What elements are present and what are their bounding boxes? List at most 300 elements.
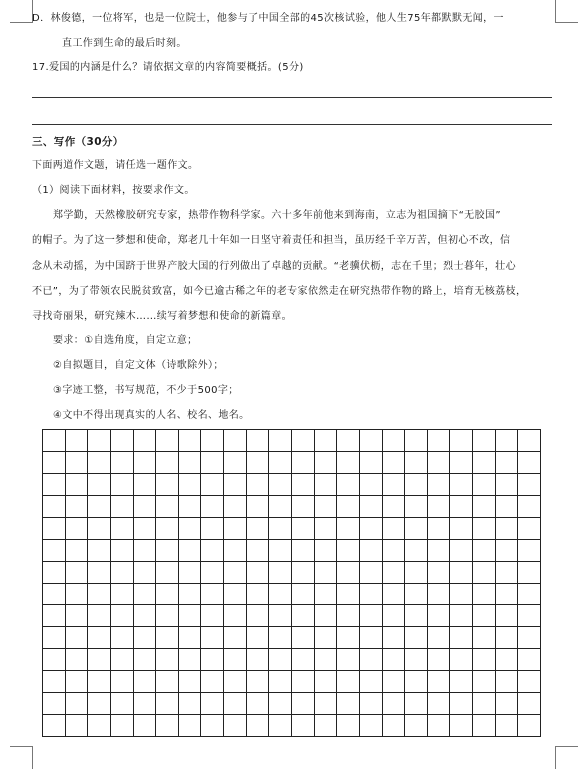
grid-cell[interactable] bbox=[518, 715, 541, 737]
grid-cell[interactable] bbox=[156, 671, 179, 693]
grid-cell[interactable] bbox=[269, 715, 292, 737]
grid-cell[interactable] bbox=[315, 430, 338, 452]
grid-cell[interactable] bbox=[383, 649, 406, 671]
grid-cell[interactable] bbox=[247, 562, 270, 584]
grid-cell[interactable] bbox=[383, 715, 406, 737]
grid-cell[interactable] bbox=[201, 452, 224, 474]
grid-cell[interactable] bbox=[292, 540, 315, 562]
grid-cell[interactable] bbox=[473, 605, 496, 627]
grid-cell[interactable] bbox=[111, 518, 134, 540]
grid-cell[interactable] bbox=[247, 430, 270, 452]
grid-cell[interactable] bbox=[405, 627, 428, 649]
grid-cell[interactable] bbox=[405, 540, 428, 562]
grid-cell[interactable] bbox=[450, 671, 473, 693]
grid-cell[interactable] bbox=[428, 671, 451, 693]
grid-cell[interactable] bbox=[88, 452, 111, 474]
grid-cell[interactable] bbox=[383, 627, 406, 649]
grid-cell[interactable] bbox=[201, 474, 224, 496]
grid-cell[interactable] bbox=[201, 496, 224, 518]
grid-cell[interactable] bbox=[247, 693, 270, 715]
grid-cell[interactable] bbox=[405, 562, 428, 584]
grid-cell[interactable] bbox=[360, 518, 383, 540]
grid-cell[interactable] bbox=[43, 474, 66, 496]
grid-cell[interactable] bbox=[247, 715, 270, 737]
grid-cell[interactable] bbox=[179, 584, 202, 606]
grid-cell[interactable] bbox=[292, 584, 315, 606]
grid-cell[interactable] bbox=[88, 562, 111, 584]
grid-cell[interactable] bbox=[428, 518, 451, 540]
grid-cell[interactable] bbox=[518, 452, 541, 474]
grid-cell[interactable] bbox=[383, 584, 406, 606]
grid-cell[interactable] bbox=[43, 605, 66, 627]
grid-cell[interactable] bbox=[337, 605, 360, 627]
grid-cell[interactable] bbox=[269, 605, 292, 627]
grid-cell[interactable] bbox=[224, 584, 247, 606]
grid-cell[interactable] bbox=[473, 562, 496, 584]
grid-cell[interactable] bbox=[88, 649, 111, 671]
grid-cell[interactable] bbox=[428, 430, 451, 452]
grid-cell[interactable] bbox=[88, 715, 111, 737]
grid-cell[interactable] bbox=[292, 562, 315, 584]
grid-cell[interactable] bbox=[360, 627, 383, 649]
grid-cell[interactable] bbox=[383, 518, 406, 540]
grid-cell[interactable] bbox=[134, 540, 157, 562]
grid-cell[interactable] bbox=[269, 496, 292, 518]
grid-cell[interactable] bbox=[43, 649, 66, 671]
grid-cell[interactable] bbox=[156, 693, 179, 715]
grid-cell[interactable] bbox=[496, 452, 519, 474]
grid-cell[interactable] bbox=[43, 693, 66, 715]
grid-cell[interactable] bbox=[292, 671, 315, 693]
grid-cell[interactable] bbox=[201, 540, 224, 562]
grid-cell[interactable] bbox=[224, 518, 247, 540]
grid-cell[interactable] bbox=[292, 649, 315, 671]
grid-cell[interactable] bbox=[450, 496, 473, 518]
grid-cell[interactable] bbox=[337, 584, 360, 606]
grid-cell[interactable] bbox=[315, 693, 338, 715]
grid-cell[interactable] bbox=[518, 627, 541, 649]
grid-cell[interactable] bbox=[43, 452, 66, 474]
grid-cell[interactable] bbox=[383, 605, 406, 627]
grid-cell[interactable] bbox=[111, 605, 134, 627]
grid-cell[interactable] bbox=[292, 452, 315, 474]
grid-cell[interactable] bbox=[269, 649, 292, 671]
grid-cell[interactable] bbox=[156, 452, 179, 474]
grid-cell[interactable] bbox=[383, 693, 406, 715]
grid-cell[interactable] bbox=[134, 562, 157, 584]
grid-cell[interactable] bbox=[201, 430, 224, 452]
grid-cell[interactable] bbox=[88, 584, 111, 606]
grid-cell[interactable] bbox=[111, 562, 134, 584]
grid-cell[interactable] bbox=[179, 430, 202, 452]
grid-cell[interactable] bbox=[337, 627, 360, 649]
grid-cell[interactable] bbox=[450, 584, 473, 606]
grid-cell[interactable] bbox=[405, 605, 428, 627]
grid-cell[interactable] bbox=[383, 452, 406, 474]
grid-cell[interactable] bbox=[450, 693, 473, 715]
grid-cell[interactable] bbox=[473, 540, 496, 562]
grid-cell[interactable] bbox=[66, 540, 89, 562]
grid-cell[interactable] bbox=[292, 715, 315, 737]
grid-cell[interactable] bbox=[224, 474, 247, 496]
grid-cell[interactable] bbox=[247, 540, 270, 562]
grid-cell[interactable] bbox=[360, 430, 383, 452]
grid-cell[interactable] bbox=[134, 584, 157, 606]
grid-cell[interactable] bbox=[179, 715, 202, 737]
grid-cell[interactable] bbox=[134, 627, 157, 649]
grid-cell[interactable] bbox=[134, 715, 157, 737]
grid-cell[interactable] bbox=[88, 693, 111, 715]
grid-cell[interactable] bbox=[428, 627, 451, 649]
grid-cell[interactable] bbox=[405, 496, 428, 518]
grid-cell[interactable] bbox=[224, 452, 247, 474]
grid-cell[interactable] bbox=[315, 496, 338, 518]
grid-cell[interactable] bbox=[43, 430, 66, 452]
grid-cell[interactable] bbox=[134, 496, 157, 518]
grid-cell[interactable] bbox=[405, 430, 428, 452]
grid-cell[interactable] bbox=[496, 627, 519, 649]
grid-cell[interactable] bbox=[111, 430, 134, 452]
grid-cell[interactable] bbox=[224, 496, 247, 518]
grid-cell[interactable] bbox=[473, 430, 496, 452]
grid-cell[interactable] bbox=[315, 715, 338, 737]
grid-cell[interactable] bbox=[315, 474, 338, 496]
grid-cell[interactable] bbox=[224, 671, 247, 693]
grid-cell[interactable] bbox=[405, 584, 428, 606]
grid-cell[interactable] bbox=[201, 715, 224, 737]
grid-cell[interactable] bbox=[156, 474, 179, 496]
grid-cell[interactable] bbox=[247, 605, 270, 627]
grid-cell[interactable] bbox=[201, 693, 224, 715]
grid-cell[interactable] bbox=[496, 518, 519, 540]
grid-cell[interactable] bbox=[428, 452, 451, 474]
grid-cell[interactable] bbox=[156, 562, 179, 584]
grid-cell[interactable] bbox=[337, 518, 360, 540]
grid-cell[interactable] bbox=[450, 452, 473, 474]
grid-cell[interactable] bbox=[496, 584, 519, 606]
grid-cell[interactable] bbox=[337, 715, 360, 737]
grid-cell[interactable] bbox=[66, 562, 89, 584]
grid-cell[interactable] bbox=[224, 540, 247, 562]
grid-cell[interactable] bbox=[66, 430, 89, 452]
grid-cell[interactable] bbox=[134, 430, 157, 452]
grid-cell[interactable] bbox=[224, 693, 247, 715]
grid-cell[interactable] bbox=[315, 671, 338, 693]
grid-cell[interactable] bbox=[337, 452, 360, 474]
grid-cell[interactable] bbox=[43, 715, 66, 737]
grid-cell[interactable] bbox=[428, 605, 451, 627]
grid-cell[interactable] bbox=[518, 474, 541, 496]
grid-cell[interactable] bbox=[66, 649, 89, 671]
grid-cell[interactable] bbox=[337, 540, 360, 562]
grid-cell[interactable] bbox=[88, 496, 111, 518]
grid-cell[interactable] bbox=[201, 518, 224, 540]
grid-cell[interactable] bbox=[179, 474, 202, 496]
grid-cell[interactable] bbox=[88, 627, 111, 649]
grid-cell[interactable] bbox=[111, 671, 134, 693]
grid-cell[interactable] bbox=[337, 671, 360, 693]
grid-cell[interactable] bbox=[315, 518, 338, 540]
grid-cell[interactable] bbox=[473, 715, 496, 737]
grid-cell[interactable] bbox=[111, 496, 134, 518]
grid-cell[interactable] bbox=[315, 605, 338, 627]
grid-cell[interactable] bbox=[134, 649, 157, 671]
grid-cell[interactable] bbox=[156, 540, 179, 562]
grid-cell[interactable] bbox=[43, 584, 66, 606]
grid-cell[interactable] bbox=[337, 496, 360, 518]
grid-cell[interactable] bbox=[224, 562, 247, 584]
grid-cell[interactable] bbox=[518, 584, 541, 606]
grid-cell[interactable] bbox=[269, 518, 292, 540]
grid-cell[interactable] bbox=[383, 474, 406, 496]
grid-cell[interactable] bbox=[179, 693, 202, 715]
grid-cell[interactable] bbox=[518, 671, 541, 693]
grid-cell[interactable] bbox=[473, 518, 496, 540]
grid-cell[interactable] bbox=[292, 693, 315, 715]
grid-cell[interactable] bbox=[360, 693, 383, 715]
grid-cell[interactable] bbox=[496, 649, 519, 671]
grid-cell[interactable] bbox=[496, 430, 519, 452]
grid-cell[interactable] bbox=[66, 452, 89, 474]
grid-cell[interactable] bbox=[134, 605, 157, 627]
grid-cell[interactable] bbox=[179, 605, 202, 627]
grid-cell[interactable] bbox=[247, 649, 270, 671]
grid-cell[interactable] bbox=[405, 452, 428, 474]
grid-cell[interactable] bbox=[450, 474, 473, 496]
grid-cell[interactable] bbox=[292, 474, 315, 496]
grid-cell[interactable] bbox=[111, 627, 134, 649]
grid-cell[interactable] bbox=[405, 518, 428, 540]
grid-cell[interactable] bbox=[360, 584, 383, 606]
grid-cell[interactable] bbox=[269, 584, 292, 606]
grid-cell[interactable] bbox=[360, 474, 383, 496]
grid-cell[interactable] bbox=[473, 671, 496, 693]
grid-cell[interactable] bbox=[156, 518, 179, 540]
grid-cell[interactable] bbox=[473, 474, 496, 496]
grid-cell[interactable] bbox=[224, 627, 247, 649]
grid-cell[interactable] bbox=[315, 627, 338, 649]
grid-cell[interactable] bbox=[360, 649, 383, 671]
grid-cell[interactable] bbox=[518, 518, 541, 540]
grid-cell[interactable] bbox=[156, 430, 179, 452]
grid-cell[interactable] bbox=[111, 715, 134, 737]
grid-cell[interactable] bbox=[156, 605, 179, 627]
grid-cell[interactable] bbox=[66, 518, 89, 540]
grid-cell[interactable] bbox=[224, 430, 247, 452]
grid-cell[interactable] bbox=[405, 474, 428, 496]
grid-cell[interactable] bbox=[43, 627, 66, 649]
grid-cell[interactable] bbox=[360, 671, 383, 693]
grid-cell[interactable] bbox=[224, 605, 247, 627]
grid-cell[interactable] bbox=[43, 671, 66, 693]
grid-cell[interactable] bbox=[450, 715, 473, 737]
grid-cell[interactable] bbox=[111, 693, 134, 715]
grid-cell[interactable] bbox=[88, 474, 111, 496]
grid-cell[interactable] bbox=[473, 452, 496, 474]
grid-cell[interactable] bbox=[428, 474, 451, 496]
grid-cell[interactable] bbox=[247, 496, 270, 518]
grid-cell[interactable] bbox=[201, 562, 224, 584]
grid-cell[interactable] bbox=[518, 605, 541, 627]
answer-line-1[interactable] bbox=[32, 97, 552, 98]
grid-cell[interactable] bbox=[360, 452, 383, 474]
grid-cell[interactable] bbox=[450, 518, 473, 540]
grid-cell[interactable] bbox=[156, 627, 179, 649]
grid-cell[interactable] bbox=[66, 627, 89, 649]
grid-cell[interactable] bbox=[156, 649, 179, 671]
grid-cell[interactable] bbox=[247, 627, 270, 649]
grid-cell[interactable] bbox=[247, 452, 270, 474]
grid-cell[interactable] bbox=[496, 605, 519, 627]
grid-cell[interactable] bbox=[179, 627, 202, 649]
grid-cell[interactable] bbox=[450, 605, 473, 627]
grid-cell[interactable] bbox=[269, 452, 292, 474]
grid-cell[interactable] bbox=[428, 649, 451, 671]
grid-cell[interactable] bbox=[496, 496, 519, 518]
grid-cell[interactable] bbox=[179, 671, 202, 693]
grid-cell[interactable] bbox=[315, 452, 338, 474]
grid-cell[interactable] bbox=[337, 693, 360, 715]
grid-cell[interactable] bbox=[134, 518, 157, 540]
grid-cell[interactable] bbox=[66, 474, 89, 496]
grid-cell[interactable] bbox=[201, 649, 224, 671]
grid-cell[interactable] bbox=[428, 584, 451, 606]
grid-cell[interactable] bbox=[428, 715, 451, 737]
grid-cell[interactable] bbox=[518, 562, 541, 584]
grid-cell[interactable] bbox=[134, 452, 157, 474]
grid-cell[interactable] bbox=[269, 693, 292, 715]
grid-cell[interactable] bbox=[315, 540, 338, 562]
grid-cell[interactable] bbox=[337, 562, 360, 584]
grid-cell[interactable] bbox=[428, 562, 451, 584]
grid-cell[interactable] bbox=[111, 649, 134, 671]
grid-cell[interactable] bbox=[360, 605, 383, 627]
grid-cell[interactable] bbox=[247, 584, 270, 606]
grid-cell[interactable] bbox=[450, 627, 473, 649]
grid-cell[interactable] bbox=[66, 671, 89, 693]
grid-cell[interactable] bbox=[496, 671, 519, 693]
grid-cell[interactable] bbox=[292, 496, 315, 518]
grid-cell[interactable] bbox=[43, 562, 66, 584]
grid-cell[interactable] bbox=[134, 693, 157, 715]
grid-cell[interactable] bbox=[496, 540, 519, 562]
grid-cell[interactable] bbox=[428, 496, 451, 518]
grid-cell[interactable] bbox=[383, 430, 406, 452]
grid-cell[interactable] bbox=[247, 671, 270, 693]
grid-cell[interactable] bbox=[383, 671, 406, 693]
grid-cell[interactable] bbox=[518, 430, 541, 452]
grid-cell[interactable] bbox=[111, 452, 134, 474]
grid-cell[interactable] bbox=[247, 474, 270, 496]
grid-cell[interactable] bbox=[179, 518, 202, 540]
grid-cell[interactable] bbox=[179, 496, 202, 518]
grid-cell[interactable] bbox=[201, 671, 224, 693]
grid-cell[interactable] bbox=[383, 540, 406, 562]
grid-cell[interactable] bbox=[156, 715, 179, 737]
grid-cell[interactable] bbox=[405, 649, 428, 671]
grid-cell[interactable] bbox=[518, 496, 541, 518]
grid-cell[interactable] bbox=[450, 430, 473, 452]
grid-cell[interactable] bbox=[88, 540, 111, 562]
grid-cell[interactable] bbox=[496, 715, 519, 737]
grid-cell[interactable] bbox=[292, 518, 315, 540]
grid-cell[interactable] bbox=[473, 496, 496, 518]
grid-cell[interactable] bbox=[360, 562, 383, 584]
grid-cell[interactable] bbox=[496, 562, 519, 584]
grid-cell[interactable] bbox=[269, 627, 292, 649]
grid-cell[interactable] bbox=[383, 562, 406, 584]
grid-cell[interactable] bbox=[111, 474, 134, 496]
grid-cell[interactable] bbox=[383, 496, 406, 518]
grid-cell[interactable] bbox=[428, 540, 451, 562]
grid-cell[interactable] bbox=[292, 605, 315, 627]
grid-cell[interactable] bbox=[201, 605, 224, 627]
grid-cell[interactable] bbox=[66, 715, 89, 737]
grid-cell[interactable] bbox=[179, 649, 202, 671]
grid-cell[interactable] bbox=[473, 649, 496, 671]
grid-cell[interactable] bbox=[66, 693, 89, 715]
grid-cell[interactable] bbox=[201, 627, 224, 649]
grid-cell[interactable] bbox=[360, 496, 383, 518]
grid-cell[interactable] bbox=[269, 671, 292, 693]
grid-cell[interactable] bbox=[134, 671, 157, 693]
grid-cell[interactable] bbox=[111, 584, 134, 606]
grid-cell[interactable] bbox=[360, 540, 383, 562]
grid-cell[interactable] bbox=[473, 584, 496, 606]
grid-cell[interactable] bbox=[518, 540, 541, 562]
answer-line-2[interactable] bbox=[32, 124, 552, 125]
grid-cell[interactable] bbox=[66, 605, 89, 627]
grid-cell[interactable] bbox=[247, 518, 270, 540]
grid-cell[interactable] bbox=[315, 649, 338, 671]
grid-cell[interactable] bbox=[292, 430, 315, 452]
grid-cell[interactable] bbox=[496, 693, 519, 715]
grid-cell[interactable] bbox=[269, 430, 292, 452]
grid-cell[interactable] bbox=[224, 715, 247, 737]
grid-cell[interactable] bbox=[405, 671, 428, 693]
grid-cell[interactable] bbox=[224, 649, 247, 671]
grid-cell[interactable] bbox=[473, 627, 496, 649]
grid-cell[interactable] bbox=[66, 584, 89, 606]
grid-cell[interactable] bbox=[156, 584, 179, 606]
grid-cell[interactable] bbox=[292, 627, 315, 649]
grid-cell[interactable] bbox=[405, 693, 428, 715]
writing-grid[interactable] bbox=[42, 429, 541, 737]
grid-cell[interactable] bbox=[179, 540, 202, 562]
grid-cell[interactable] bbox=[473, 693, 496, 715]
grid-cell[interactable] bbox=[269, 474, 292, 496]
grid-cell[interactable] bbox=[518, 693, 541, 715]
grid-cell[interactable] bbox=[360, 715, 383, 737]
grid-cell[interactable] bbox=[43, 518, 66, 540]
grid-cell[interactable] bbox=[450, 649, 473, 671]
grid-cell[interactable] bbox=[450, 562, 473, 584]
grid-cell[interactable] bbox=[179, 452, 202, 474]
grid-cell[interactable] bbox=[88, 671, 111, 693]
grid-cell[interactable] bbox=[66, 496, 89, 518]
grid-cell[interactable] bbox=[156, 496, 179, 518]
grid-cell[interactable] bbox=[88, 605, 111, 627]
grid-cell[interactable] bbox=[179, 562, 202, 584]
grid-cell[interactable] bbox=[43, 540, 66, 562]
grid-cell[interactable] bbox=[111, 540, 134, 562]
grid-cell[interactable] bbox=[450, 540, 473, 562]
grid-cell[interactable] bbox=[337, 474, 360, 496]
grid-cell[interactable] bbox=[405, 715, 428, 737]
grid-cell[interactable] bbox=[337, 430, 360, 452]
grid-cell[interactable] bbox=[428, 693, 451, 715]
grid-cell[interactable] bbox=[88, 518, 111, 540]
